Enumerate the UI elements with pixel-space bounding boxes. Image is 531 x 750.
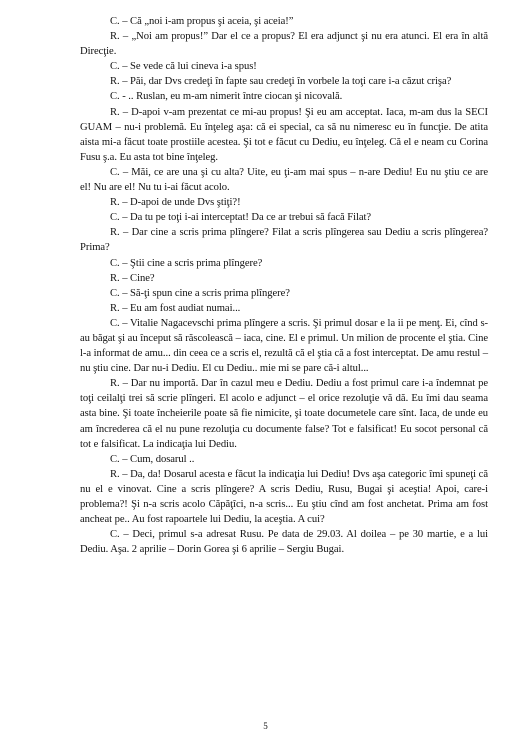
paragraph: C. – Deci, primul s-a adresat Rusu. Pe data de 29.03. Al doilea – pe 30 martie, e a lui Dediu. Aşa. 2 aprilie – Dorin Gorea şi 6 aprilie – Sergiu Bugai.: [80, 529, 488, 556]
paragraph: R. – D-apoi v-am prezentat ce mi-au propus! Şi eu am acceptat. Iaca, m-am dus la SECI GUAM – nu-i problemă. Eu înţeleg aşa: că ei special, ca să nu nimeresc eu în funcţie. De atita aista mi-a făcut toate prostiile acestea. Şi tot e făcut cu Dediu, eu înţeleg. Că el e neam cu Corina Fusu ş.a. Eu asta tot bine înţeleg.: [80, 106, 488, 163]
paragraph: R. – Da, da! Dosarul acesta e făcut la indicaţia lui Dediu! Dvs aşa categoric îmi spuneţi că nu el e vinovat. Cine a scris plîngere? A scris Dediu, Rusu, Bugai şi aceştia! Apoi, care-i problema?! Şi n-a scris acolo Căpăţîci, n-a scris... Eu ştiu cînd am fost anchetat. Prima am fost ancheat pe.. Au fost rapoartele lui Dediu, la aceştia. A cui?: [80, 468, 488, 526]
paragraph: C. – Să-ţi spun cine a scris prima plîngere?: [110, 287, 290, 299]
paragraph: R. – Dar cine a scris prima plîngere? Filat a scris plîngerea sau Dediu a scris plîngerea? Prima?: [80, 227, 488, 254]
paragraph: R. – Păi, dar Dvs credeţi în fapte sau credeţi în vorbele la toţi care i-a căzut crişa?: [110, 76, 452, 88]
paragraph: C. – Că „noi i-am propus şi aceia, şi aceia!”: [110, 16, 294, 27]
paragraph: C. – Vitalie Nagacevschi prima plîngere a scris. Şi primul dosar e la ii pe menţ. Ei, cînd s-au băgat şi au început să răscolească – iaca, cine. El e primul. Un milion de procente el ştia. Cine l-a informat de amu... din ceea ce a scris el, rezultă că el ştia că a fost interceptat. De amu restul – nu ştiu cine. Dar nu-i Dediu. El cu Dediu.. mie mi se pare că-i altul...: [80, 317, 488, 375]
paragraph: C. - .. Ruslan, eu m-am nimerit între ciocan şi nicovală.: [110, 91, 343, 103]
page-number: 5: [263, 721, 268, 731]
paragraph: C. – Ştii cine a scris prima plîngere?: [110, 257, 263, 269]
paragraph: R. – D-apoi de unde Dvs ştiţi?!: [110, 197, 241, 209]
paragraph: R. – Cine?: [110, 272, 155, 284]
paragraph: C. – Da tu pe toţi i-ai interceptat! Da ce ar trebui să facă Filat?: [110, 212, 372, 224]
paragraph: C. – Cum, dosarul ..: [110, 453, 195, 465]
paragraph: C. – Măi, ce are una şi cu alta? Uite, eu ţi-am mai spus – n-are Dediu! Eu nu ştiu ce are el! Nu are el! Nu tu i-ai făcut acolo.: [80, 166, 488, 194]
paragraph: R. – Dar nu importă. Dar în cazul meu e Dediu. Dediu a fost primul care i-a îndemnat pe toţi ceilalţi trei să scrie plîngeri. El acolo e adjunct – el orice rezoluţie vă dă. Eu îmi dau seama asta bine. Şi toate încheierile poate să fie nimicite, şi toate documetele care sînt. Iaca, de unde eu am încrederea că el nu pune rezoluţia cu documente false? Tot e falsificat! Eu socot personal că tot e falsificat. La indicaţia lui Dediu.: [80, 378, 488, 450]
paragraph: R. – „Noi am propus!” Dar el ce a propus? El era adjunct şi nu era atunci. El era în altă Direcţie.: [80, 31, 488, 58]
document-body: [80, 14, 488, 557]
paragraph: C. – Se vede că lui cineva i-a spus!: [110, 61, 257, 73]
paragraph: R. – Eu am fost audiat numai...: [110, 302, 241, 314]
